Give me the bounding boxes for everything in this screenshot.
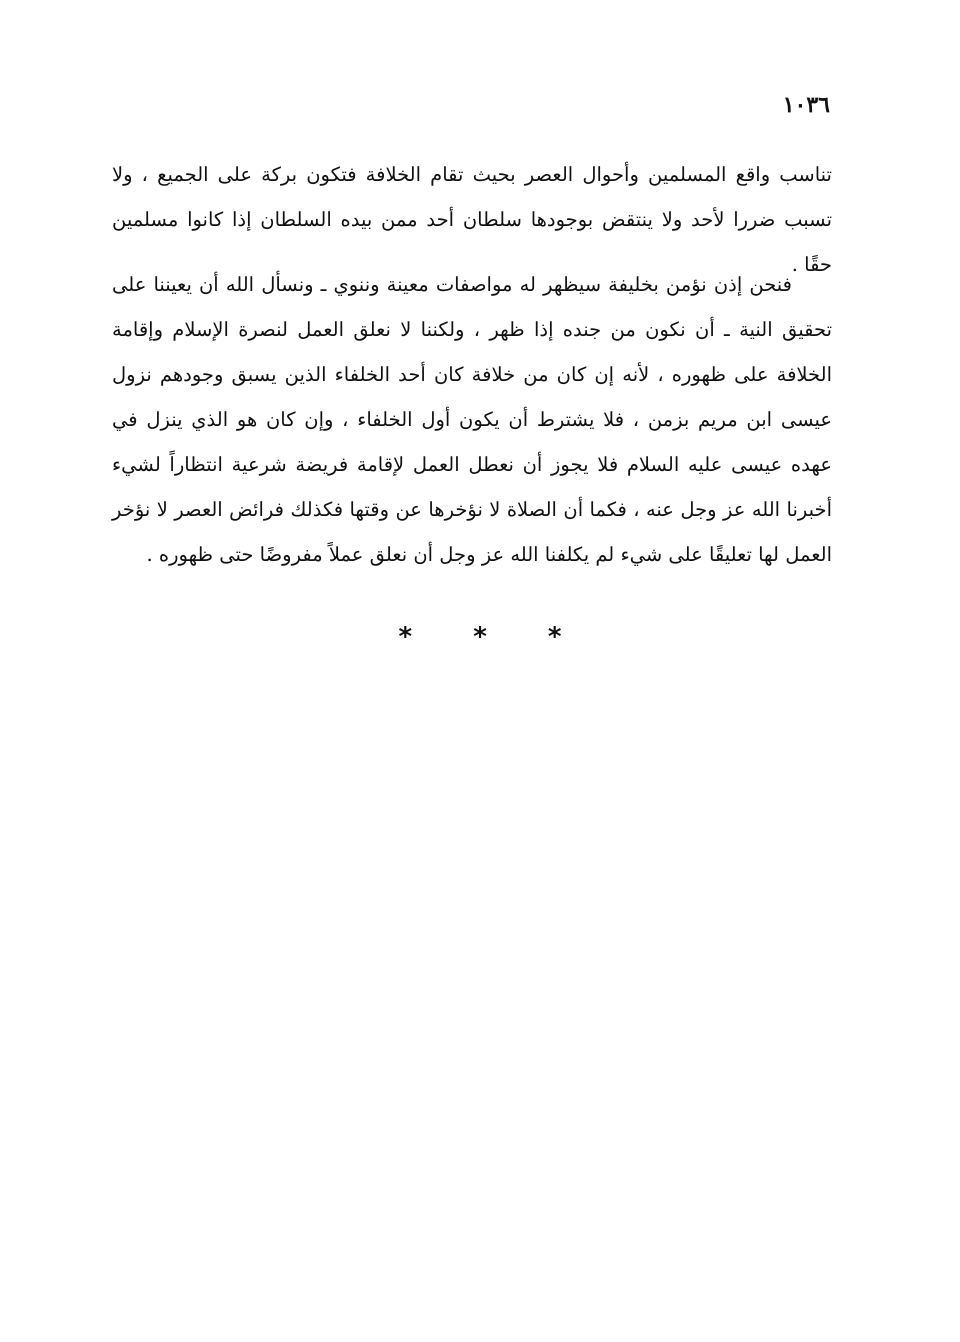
page-number: ١٠٣٦ xyxy=(782,92,830,118)
section-separator: * * * xyxy=(398,622,588,652)
paragraph-2: فنحن إذن نؤمن بخليفة سيظهر له مواصفات معينة وننوي ـ ونسأل الله أن يعيننا على تحقيق النية ـ أن نكون من جنده إذا ظهر ، ولكننا لا نعلق العمل لنصرة الإسلام وإقامة الخلافة على ظهوره ، لأنه إن كان من خلافة كان أحد الخلفاء الذين يسبق وجودهم نزول عيسى ابن مريم بزمن ، فلا يشترط أن يكون أول الخلفاء ، وإن كان هو الذي ينزل في عهده عيسى عليه السلام فلا يجوز أن نعطل العمل لإقامة فريضة شرعية انتظاراً لشيء أخبرنا الله عز وجل عنه ، فكما أن الصلاة لا نؤخرها عن وقتها فكذلك فرائض العصر لا نؤخر العمل لها تعليقًا على شيء لم يكلفنا الله عز وجل أن نعلق عملاً مفروضًا حتى ظهوره . xyxy=(112,273,832,566)
paragraph-1: تناسب واقع المسلمين وأحوال العصر بحيث تقام الخلافة فتكون بركة على الجميع ، ولا تسبب ضررا لأحد ولا ينتقض بوجودها سلطان أحد ممن بيده السلطان إذا كانوا مسلمين حقًا . xyxy=(112,163,832,276)
